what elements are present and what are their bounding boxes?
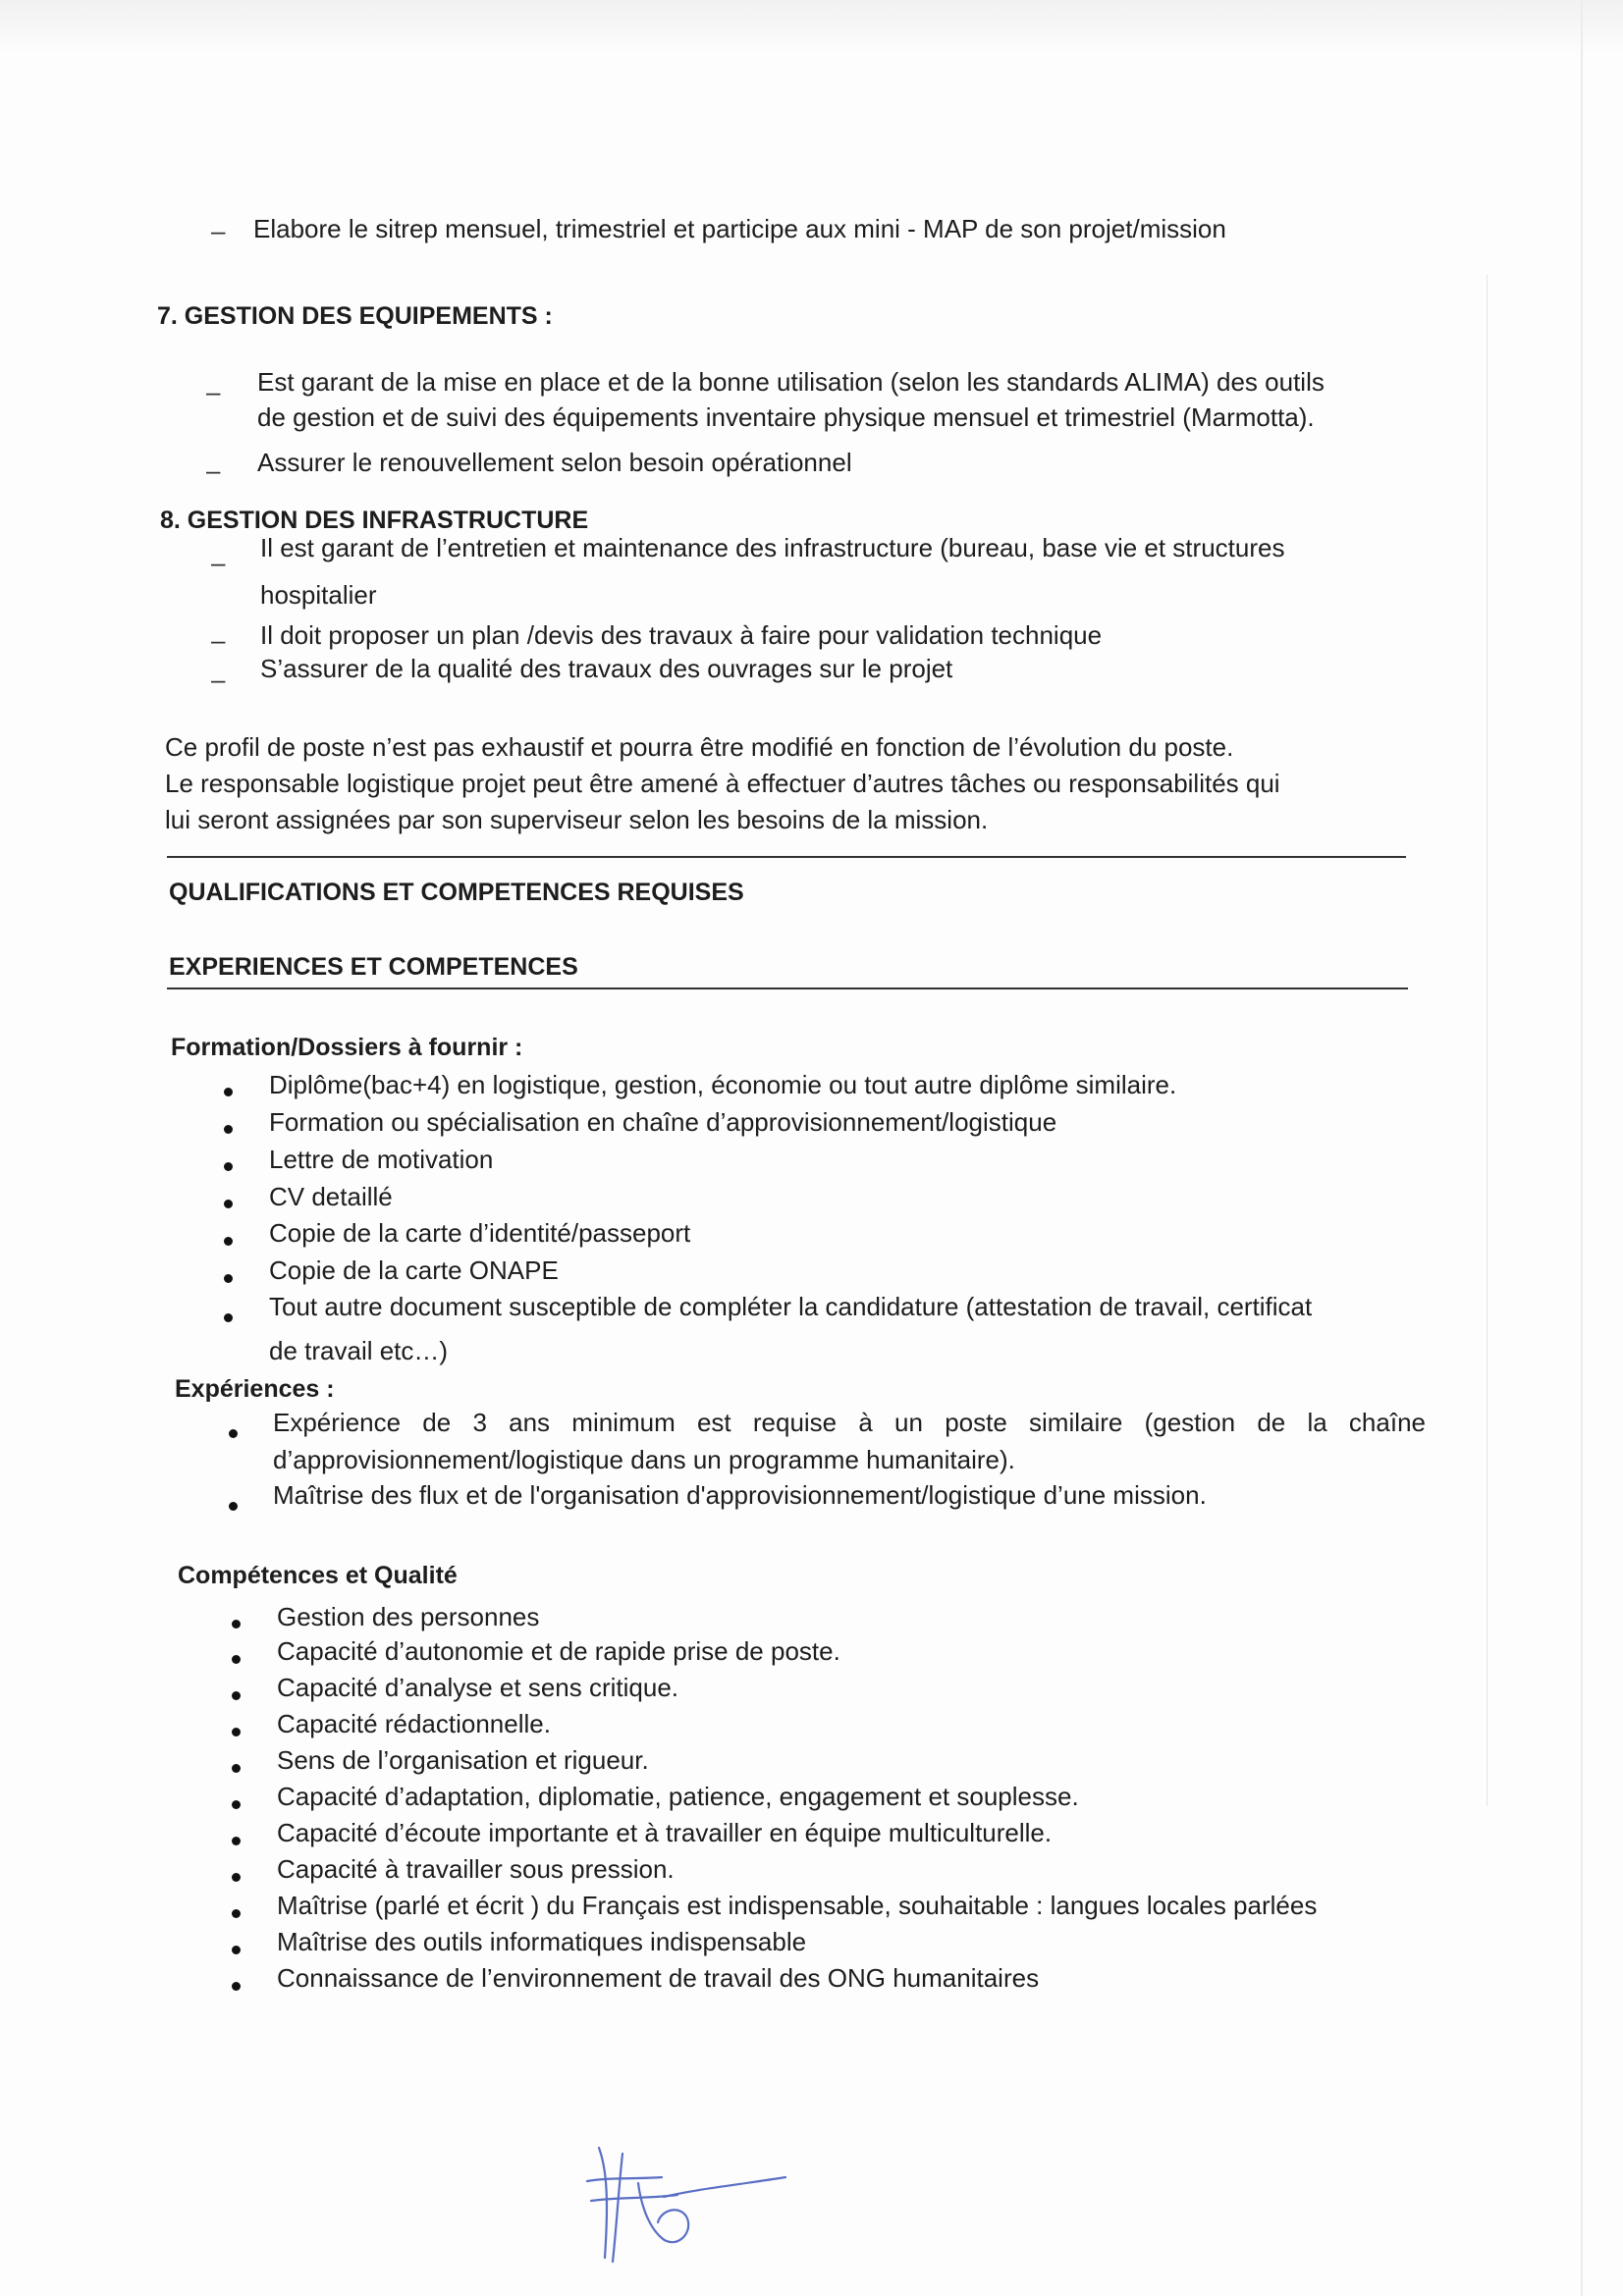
competence-item: Capacité d’analyse et sens critique. xyxy=(277,1673,679,1702)
competence-item: Maîtrise des outils informatiques indispensable xyxy=(277,1927,807,1956)
scan-far-edge xyxy=(1581,0,1583,2296)
bullet-marker xyxy=(232,1691,241,1700)
bullet-marker xyxy=(232,1620,241,1629)
dash-marker: – xyxy=(211,216,226,245)
dash-marker: – xyxy=(206,455,221,485)
section7-title: 7. GESTION DES EQUIPEMENTS : xyxy=(157,302,553,330)
competence-item: Capacité d’autonomie et de rapide prise de poste. xyxy=(277,1636,840,1666)
experiences-subtitle: Expériences : xyxy=(175,1375,335,1403)
bullet-marker xyxy=(232,1728,241,1736)
competence-item: Capacité d’adaptation, diplomatie, patience, engagement et souplesse. xyxy=(277,1782,1079,1811)
competence-item: Gestion des personnes xyxy=(277,1602,540,1631)
experiences-title: EXPERIENCES ET COMPETENCES xyxy=(169,953,578,981)
formation-item: Tout autre document susceptible de compléter la candidature (attestation de travail, certificat xyxy=(269,1292,1313,1321)
formation-item: Lettre de motivation xyxy=(269,1145,494,1174)
formation-item-cont: de travail etc…) xyxy=(269,1336,449,1365)
section7-item: Est garant de la mise en place et de la bonne utilisation (selon les standards ALIMA) des outils xyxy=(257,367,1325,397)
bullet-marker xyxy=(229,1429,238,1438)
dash-marker: – xyxy=(211,665,226,694)
bullet-marker xyxy=(224,1200,233,1208)
competence-item: Connaissance de l’environnement de travail des ONG humanitaires xyxy=(277,1963,1040,1993)
divider-rule xyxy=(167,856,1406,858)
competences-title: Compétences et Qualité xyxy=(178,1562,458,1589)
formation-title: Formation/Dossiers à fournir : xyxy=(171,1034,523,1061)
competence-item: Capacité d’écoute importante et à travailler en équipe multiculturelle. xyxy=(277,1818,1053,1847)
bullet-marker xyxy=(232,1909,241,1918)
bullet-marker xyxy=(232,1764,241,1773)
bullet-marker xyxy=(232,1946,241,1954)
section8-item-cont: hospitalier xyxy=(260,580,377,610)
scan-right-edge xyxy=(1487,275,1488,1806)
formation-item: CV detaillé xyxy=(269,1182,393,1211)
dash-marker: – xyxy=(211,548,226,577)
formation-item: Copie de la carte d’identité/passeport xyxy=(269,1218,691,1248)
section8-item: S’assurer de la qualité des travaux des ouvrages sur le projet xyxy=(260,654,953,683)
closing-line: Le responsable logistique projet peut être amené à effectuer d’autres tâches ou responsabilités qui xyxy=(165,769,1280,798)
bullet-marker xyxy=(229,1502,238,1511)
section8-title: 8. GESTION DES INFRASTRUCTURE xyxy=(160,507,589,534)
competence-item: Sens de l’organisation et rigueur. xyxy=(277,1745,649,1775)
formation-item: Copie de la carte ONAPE xyxy=(269,1255,559,1285)
divider-rule xyxy=(167,988,1408,989)
bullet-marker xyxy=(232,1873,241,1882)
section7-item: Assurer le renouvellement selon besoin opérationnel xyxy=(257,448,852,477)
experience-item-cont: d’approvisionnement/logistique dans un programme humanitaire). xyxy=(273,1445,1015,1474)
bullet-marker xyxy=(224,1088,233,1096)
bullet-marker xyxy=(224,1125,233,1134)
competence-item: Capacité à travailler sous pression. xyxy=(277,1854,675,1884)
section7-item-cont: de gestion et de suivi des équipements inventaire physique mensuel et trimestriel (Marmotta). xyxy=(257,402,1315,432)
bullet-marker xyxy=(232,1800,241,1809)
qualifications-title: QUALIFICATIONS ET COMPETENCES REQUISES xyxy=(169,879,744,906)
scan-top-shade xyxy=(0,0,1623,54)
competence-item: Maîtrise (parlé et écrit ) du Français est indispensable, souhaitable : langues locales parlées xyxy=(277,1891,1318,1920)
section8-item: Il est garant de l’entretien et maintenance des infrastructure (bureau, base vie et structures xyxy=(260,533,1285,562)
formation-item: Formation ou spécialisation en chaîne d’approvisionnement/logistique xyxy=(269,1107,1057,1137)
experience-item: Expérience de 3 ans minimum est requise à un poste similaire (gestion de la chaîne xyxy=(273,1408,1426,1437)
bullet-marker xyxy=(232,1837,241,1845)
competence-item: Capacité rédactionnelle. xyxy=(277,1709,551,1738)
section8-item: Il doit proposer un plan /devis des travaux à faire pour validation technique xyxy=(260,620,1103,650)
closing-line: lui seront assignées par son superviseur selon les besoins de la mission. xyxy=(165,805,989,834)
closing-line: Ce profil de poste n’est pas exhaustif et pourra être modifié en fonction de l’évolution du poste. xyxy=(165,732,1234,762)
bullet-marker xyxy=(224,1162,233,1171)
bullet-marker xyxy=(232,1982,241,1991)
dash-marker: – xyxy=(211,625,226,655)
bullet-marker xyxy=(232,1655,241,1664)
bullet-marker xyxy=(224,1237,233,1246)
bullet-marker xyxy=(224,1274,233,1283)
bullet-marker xyxy=(224,1313,233,1322)
formation-item: Diplôme(bac+4) en logistique, gestion, économie ou tout autre diplôme similaire. xyxy=(269,1070,1177,1099)
experience-item: Maîtrise des flux et de l'organisation d'approvisionnement/logistique d’une mission. xyxy=(273,1480,1207,1510)
intro-item: Elabore le sitrep mensuel, trimestriel et participe aux mini - MAP de son projet/mission xyxy=(253,214,1226,243)
handwritten-initials-signature xyxy=(579,2140,795,2268)
dash-marker: – xyxy=(206,377,221,406)
